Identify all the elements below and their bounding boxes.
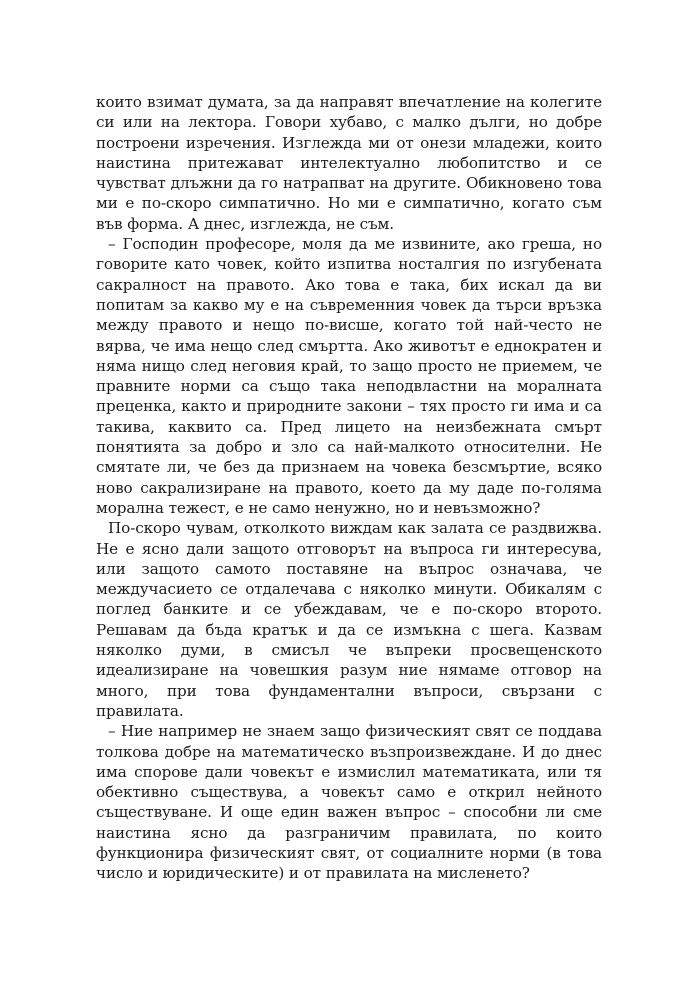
paragraph-narration: По-скоро чувам, отколкото виждам как залата се раздвижва. Не е ясно дали защото отговорът на въпроса ги интересува, или защото самото поставяне на въпрос означава, че междучасието се отдалечава с няколко минути. Обикалям с поглед банките и се убеждавам, че е по-скоро второто. Решавам да бъда кратък и да се измъкна с шега. Казвам няколко думи, в смисъл че въпреки просвещенското идеализиране на човешкия разум ние нямаме отговор на много, при това фундаментални въпроси, свързани с правилата. <box>96 519 602 720</box>
paragraph-continuation: които взимат думата, за да направят впечатление на колегите си или на лектора. Говори хубаво, с малко дълги, но добре построени изречения. Изглежда ми от онези младежи, които наистина притежават интелектуално любопитство и се чувстват длъжни да го натрапват на другите. Обикновено това ми е по-скоро симпатично. Но ми е симпатично, когато съм във форма. А днес, изглежда, не съм. <box>96 93 602 233</box>
page-body-text <box>96 92 602 884</box>
paragraph-professor-answer: – Ние например не знаем защо физическият свят се поддава толкова добре на математическо възпроизвеждане. И до днес има спорове дали човекът е измислил математиката, или тя обективно съществува, а човекът само е открил нейното съществуване. И още един важен въпрос – способни ли сме наистина ясно да разграничим правилата, по които функционира физическият свят, от социалните норми (в това число и юридическите) и от правилата на мисленето? <box>96 722 602 883</box>
paragraph-student-question: – Господин професоре, моля да ме извините, ако греша, но говорите като човек, който изпитва носталгия по изгубената сакралност на правото. Ако това е така, бих искал да ви попитам за какво му е на съвременния човек да търси връзка между правото и нещо по-висше, когато той най-често не вярва, че има нещо след смъртта. Ако животът е еднократен и няма нищо след неговия край, то защо просто не приемем, че правните норми са също така неподвластни на моралната преценка, както и природните закони – тях просто ги има и са такива, каквито са. Пред лицето на неизбежната смърт понятията за добро и зло са най-малкото относителни. Не смятате ли, че без да признаем на човека безсмъртие, всяко ново сакрализиране на правото, което да му даде по-голяма морална тежест, е не само ненужно, но и невъзможно? <box>96 235 602 517</box>
